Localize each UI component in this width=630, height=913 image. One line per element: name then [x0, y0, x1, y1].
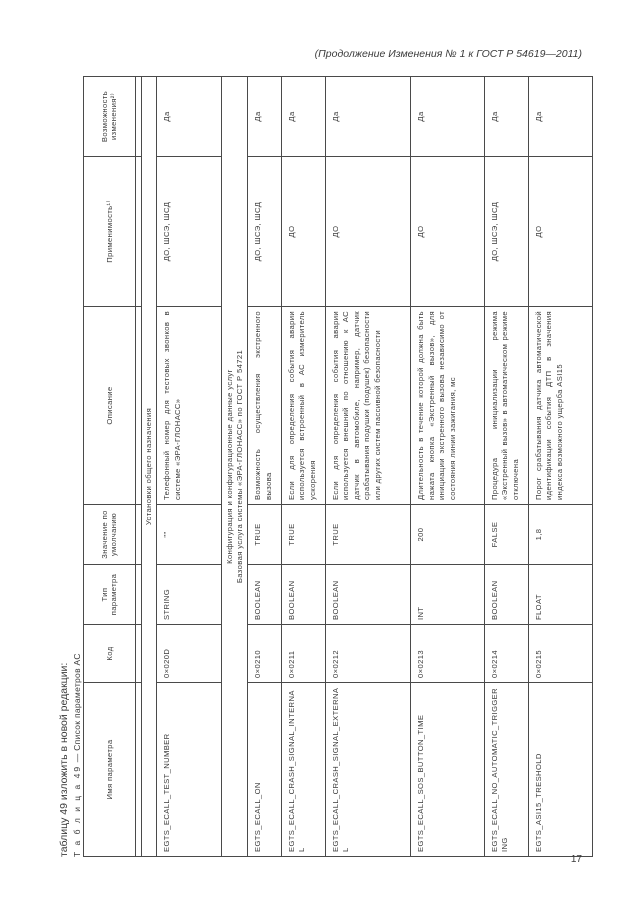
- header-applicability: Применимость¹⁾: [84, 157, 136, 307]
- cell-type: BOOLEAN: [484, 565, 528, 625]
- cell-code: 0×0214: [484, 625, 528, 683]
- table-row: [248, 77, 281, 857]
- header-code: Код: [84, 625, 136, 683]
- header-default: Значение по умолчанию: [84, 505, 136, 565]
- cell-changeable: Да: [484, 77, 528, 157]
- cell-changeable: Да: [528, 77, 592, 157]
- cell-applicability: ДО, ШСЭ, ШСД: [484, 157, 528, 307]
- cell-default: TRUE: [281, 505, 325, 565]
- table-row: [157, 77, 221, 857]
- section-config-line-1: Конфигурация и конфигурационные данные услуг: [224, 369, 234, 564]
- cell-type: FLOAT: [528, 565, 592, 625]
- cell-name: EGTS_ECALL_CRASH_SIGNAL_EXTERNAL: [325, 683, 411, 857]
- table-row: [411, 77, 484, 857]
- cell-changeable: Да: [325, 77, 411, 157]
- cell-type: BOOLEAN: [325, 565, 411, 625]
- cell-name: EGTS_ECALL_ON: [248, 683, 281, 857]
- section-config: [221, 77, 248, 857]
- table-row: [528, 77, 592, 857]
- section-config-line-2: Базовая услуга системы «ЭРА-ГЛОНАСС» по ГОСТ Р 54721: [234, 349, 244, 584]
- cell-code: 0×0213: [411, 625, 484, 683]
- table-row: [281, 77, 325, 857]
- cell-type: STRING: [157, 565, 221, 625]
- cell-description: Возможность осуществления экстренного вызова: [248, 307, 281, 505]
- cell-applicability: ДО, ШСЭ, ШСД: [248, 157, 281, 307]
- cell-applicability: ДО: [281, 157, 325, 307]
- table-caption-title: — Список параметров АС: [72, 653, 82, 765]
- cell-description: Порог срабатывания датчика автоматической идентификации события ДТП в значения индекса возможного ущерба ASI15: [528, 307, 592, 505]
- cell-name: EGTS_ECALL_NO_AUTOMATIC_TRIGGERING: [484, 683, 528, 857]
- cell-changeable: Да: [248, 77, 281, 157]
- cell-applicability: ДО: [411, 157, 484, 307]
- cell-type: BOOLEAN: [281, 565, 325, 625]
- cell-type: BOOLEAN: [248, 565, 281, 625]
- cell-type: INT: [411, 565, 484, 625]
- rotated-content: [58, 77, 594, 857]
- cell-name: EGTS_ECALL_TEST_NUMBER: [157, 683, 221, 857]
- section-row-general: [141, 77, 157, 857]
- header-type: Тип параметра: [84, 565, 136, 625]
- cell-default: TRUE: [248, 505, 281, 565]
- cell-applicability: ДО: [528, 157, 592, 307]
- page-number: 17: [570, 854, 582, 865]
- cell-name: EGTS_ECALL_SOS_BUTTON_TIME: [411, 683, 484, 857]
- cell-changeable: Да: [281, 77, 325, 157]
- cell-description: Длительность в течение которой должна быть нажата кнопка «Экстренный вызов», для инициации экстренного вызова независимо от состояния линии зажигания, мс: [411, 307, 484, 505]
- parameters-table: [83, 76, 593, 857]
- cell-default: TRUE: [325, 505, 411, 565]
- table-header-row: [84, 77, 136, 857]
- table-caption: [71, 653, 83, 857]
- cell-name: EGTS_ECALL_CRASH_SIGNAL_INTERNAL: [281, 683, 325, 857]
- section-general: Установки общего назначения: [141, 77, 157, 857]
- table-row: [484, 77, 528, 857]
- cell-changeable: Да: [411, 77, 484, 157]
- cell-applicability: ДО, ШСЭ, ШСД: [157, 157, 221, 307]
- header-name: Имя параметра: [84, 683, 136, 857]
- header-description: Описание: [84, 307, 136, 505]
- cell-default: "": [157, 505, 221, 565]
- cell-code: 0×020D: [157, 625, 221, 683]
- continuation-header: (Продолжение Изменения № 1 к ГОСТ Р 54619—2011): [314, 48, 582, 60]
- table-caption-number: Т а б л и ц а 49: [72, 764, 82, 857]
- cell-description: Телефонный номер для тестовых звонков в системе «ЭРА-ГЛОНАСС»: [157, 307, 221, 505]
- table-row: [325, 77, 411, 857]
- amendment-intro: таблицу 49 изложить в новой редакции:: [58, 662, 70, 857]
- cell-applicability: ДО: [325, 157, 411, 307]
- cell-description: Если для определения события аварии используется внешний по отношению к АС датчик в автомобиле, например, датчик срабатывания подушки (подушек) безопасности или других систем пассивной безопасности: [325, 307, 411, 505]
- cell-code: 0×0211: [281, 625, 325, 683]
- cell-description: Процедура инициализации режима «Экстренный вызов» в автоматическом режиме отключена: [484, 307, 528, 505]
- cell-description: Если для определения события аварии используется встроенный в АС измеритель ускорения: [281, 307, 325, 505]
- section-row-config: [221, 77, 248, 857]
- cell-default: 1,8: [528, 505, 592, 565]
- cell-code: 0×0210: [248, 625, 281, 683]
- cell-default: FALSE: [484, 505, 528, 565]
- cell-code: 0×0212: [325, 625, 411, 683]
- cell-changeable: Да: [157, 77, 221, 157]
- header-changeable: Возможность изменения²⁾: [84, 77, 136, 157]
- cell-default: 200: [411, 505, 484, 565]
- cell-name: EGTS_ASI15_TRESHOLD: [528, 683, 592, 857]
- cell-code: 0×0215: [528, 625, 592, 683]
